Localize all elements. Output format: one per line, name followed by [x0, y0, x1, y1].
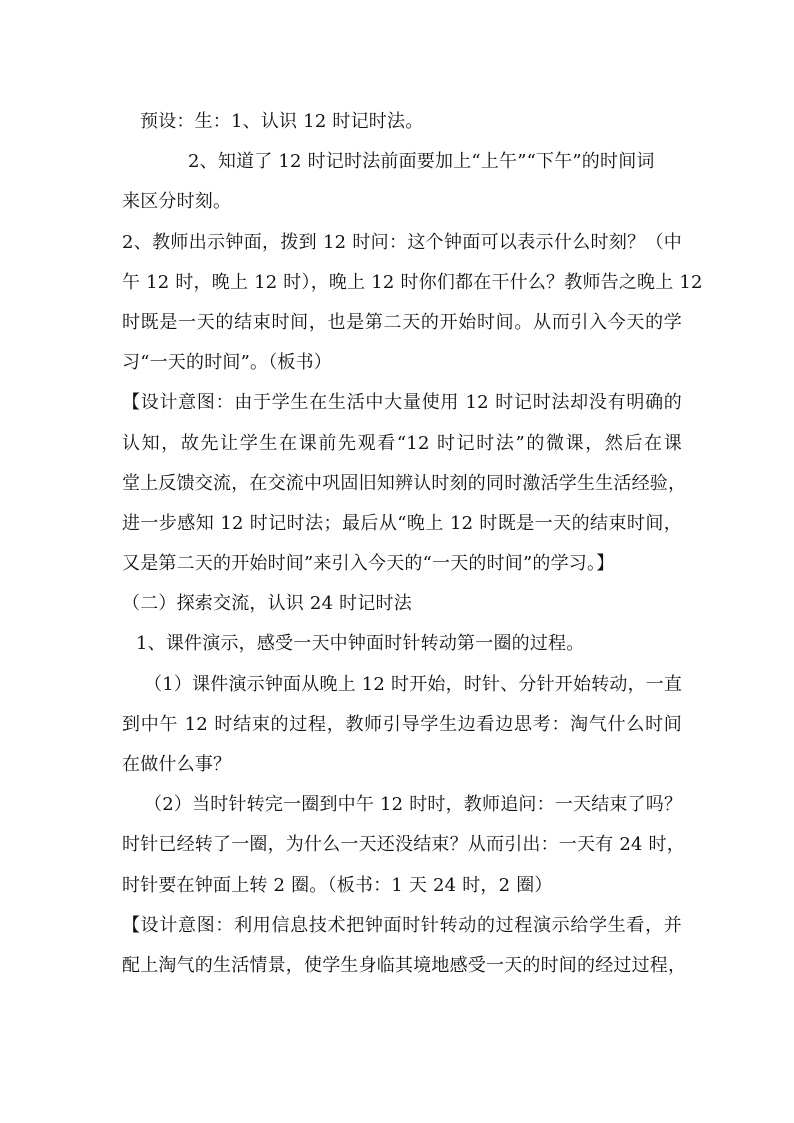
text-line: 时针已经转了一圈，为什么一天还没结束？从而引出：一天有 24 时， — [122, 834, 685, 856]
text-line: 认知，故先让学生在课前先观看“12 时记时法”的微课，然后在课 — [122, 432, 682, 454]
text-line: 配上淘气的生活情景，使学生身临其境地感受一天的时间的经过过程， — [122, 954, 687, 976]
text-line: 时既是一天的结束时间，也是第二天的开始时间。从而引入今天的学 — [122, 311, 682, 333]
text-line: 时针要在钟面上转 2 圈。（板书：1 天 24 时，2 圈） — [122, 874, 553, 896]
text-line: 在做什么事？ — [122, 754, 232, 775]
text-line: 习“一天的时间”。（板书） — [122, 352, 333, 374]
text-line: 1、课件演示，感受一天中钟面时针转动第一圈的过程。 — [136, 633, 585, 655]
text-line: 2、教师出示钟面，拨到 12 时问：这个钟面可以表示什么时刻？（中 — [122, 231, 682, 253]
text-line: 2、知道了 12 时记时法前面要加上“上午”“下午”的时间词 — [188, 151, 655, 173]
text-line: 预设：生：1、认识 12 时记时法。 — [140, 111, 424, 132]
text-line: 堂上反馈交流，在交流中巩固旧知辨认时刻的同时激活学生生活经验， — [122, 472, 687, 494]
text-line: （1）课件演示钟面从晚上 12 时开始，时针、分针开始转动，一直 — [144, 673, 683, 695]
section-heading: （二）探索交流，认识 24 时记时法 — [122, 593, 412, 615]
text-line: 进一步感知 12 时记时法；最后从“晚上 12 时既是一天的结束时间， — [122, 512, 682, 534]
text-line: 【设计意图：利用信息技术把钟面时针转动的过程演示给学生看，并 — [122, 914, 682, 936]
text-line: 到中午 12 时结束的过程，教师引导学生边看边思考：淘气什么时间 — [122, 713, 682, 735]
text-line: 来区分时刻。 — [122, 191, 232, 213]
text-line: 【设计意图：由于学生在生活中大量使用 12 时记时法却没有明确的 — [122, 392, 682, 414]
text-line: （2）当时针转完一圈到中午 12 时时，教师追问：一天结束了吗？ — [144, 794, 683, 816]
document-body — [122, 102, 703, 986]
text-line: 午 12 时，晚上 12 时），晚上 12 时你们都在干什么？教师告之晚上 12 — [122, 271, 703, 293]
text-line: 又是第二天的开始时间”来引入今天的“一天的时间”的学习。】 — [122, 553, 615, 575]
